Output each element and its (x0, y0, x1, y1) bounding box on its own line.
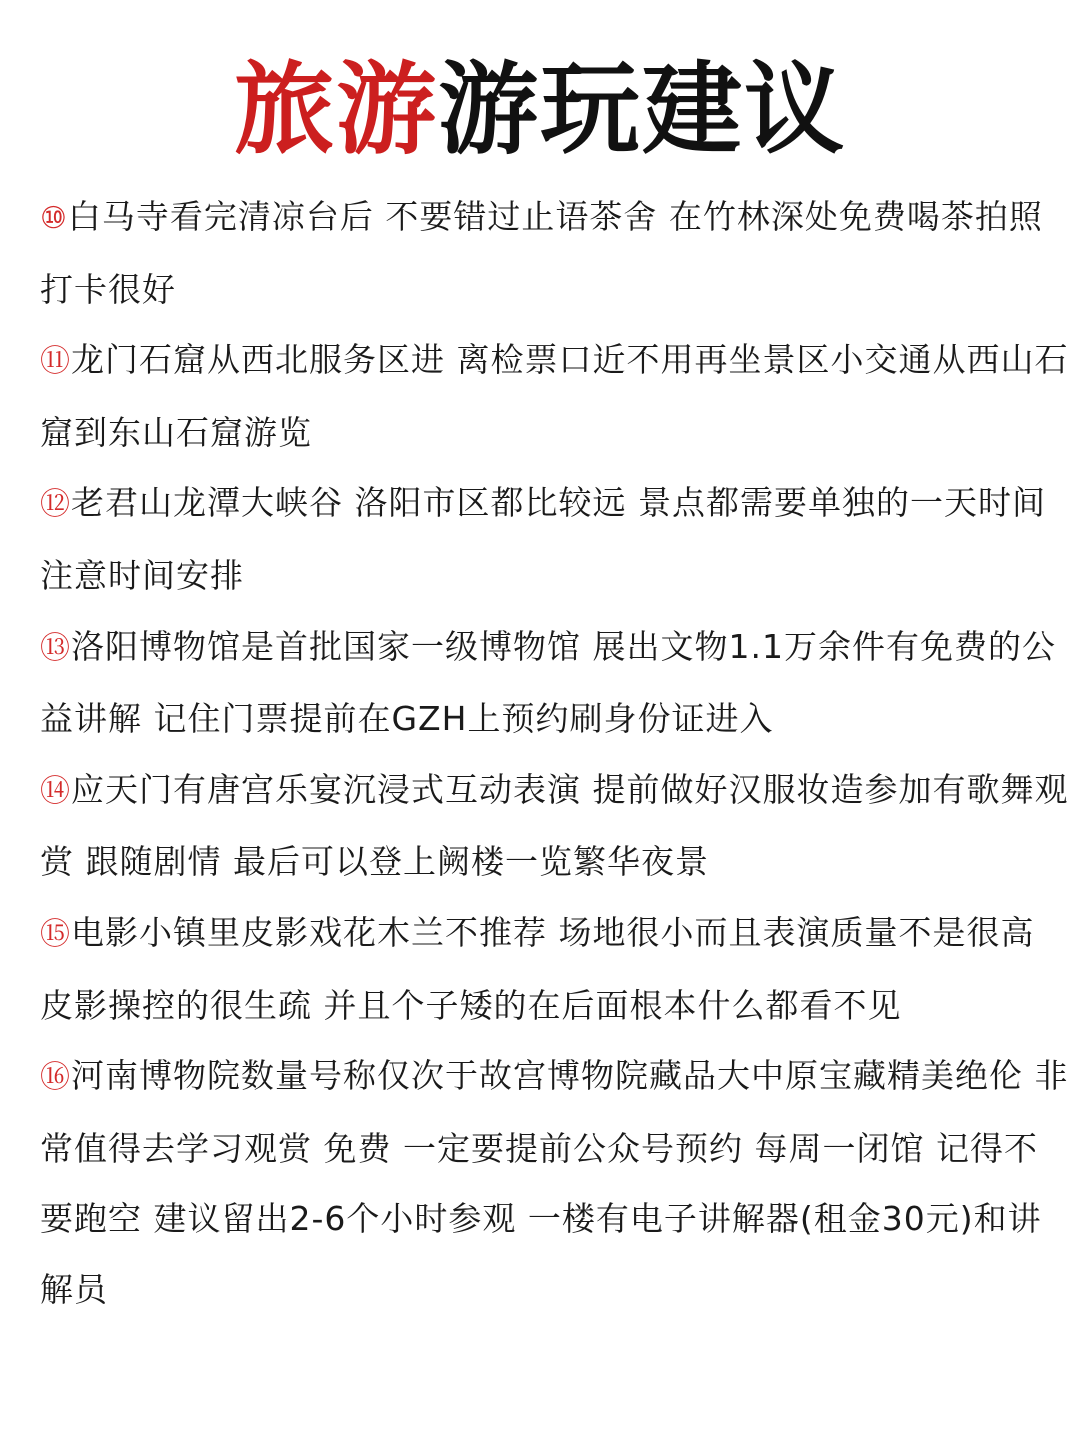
tip-number: ⑫ (40, 487, 71, 523)
tip-number: ⑮ (40, 916, 71, 952)
tip-text: 白马寺看完清凉台后 不要错过止语茶舍 在竹林深处免费喝茶拍照打卡很好 (40, 197, 1043, 309)
title-main: 游玩建议 (438, 51, 846, 168)
tip-number: ⑯ (40, 1060, 71, 1096)
tip-text: 应天门有唐宫乐宴沉浸式互动表演 提前做好汉服妆造参加有歌舞观赏 跟随剧情 最后可以登上阙楼一览繁华夜景 (40, 769, 1069, 882)
title-highlight: 旅游 (234, 51, 438, 168)
tip-number: ⑬ (40, 630, 71, 666)
tips-list (40, 182, 1070, 1326)
tip-item (40, 468, 1070, 611)
tip-item (40, 325, 1070, 468)
tip-text: 洛阳博物馆是首批国家一级博物馆 展出文物1.1万余件有免费的公益讲解 记住门票提前在GZH上预约刷身份证进入 (40, 626, 1056, 739)
tip-item (40, 1041, 1070, 1325)
tip-text: 老君山龙潭大峡谷 洛阳市区都比较远 景点都需要单独的一天时间 注意时间安排 (40, 483, 1046, 595)
tip-text: 河南博物院数量号称仅次于故宫博物院藏品大中原宝藏精美绝伦 非常值得去学习观赏 免费 一定要提前公众号预约 每周一闭馆 记得不要跑空 建议留出2-6个小时参观 一楼有电子讲解器(租金30元)和讲解员 (40, 1056, 1069, 1309)
tip-item (40, 898, 1070, 1041)
page-title (0, 51, 1080, 168)
tip-item (40, 182, 1070, 325)
tip-number: ⑪ (40, 344, 71, 380)
tip-text: 电影小镇里皮影戏花木兰不推荐 场地很小而且表演质量不是很高 皮影操控的很生疏 并且个子矮的在后面根本什么都看不见 (40, 912, 1035, 1025)
tip-item (40, 612, 1070, 755)
tip-text: 龙门石窟从西北服务区进 离检票口近不用再坐景区小交通从西山石窟到东山石窟游览 (40, 340, 1069, 452)
tip-item (40, 755, 1070, 898)
tip-number: ⑭ (40, 773, 71, 809)
tip-number: ⑩ (40, 201, 68, 236)
